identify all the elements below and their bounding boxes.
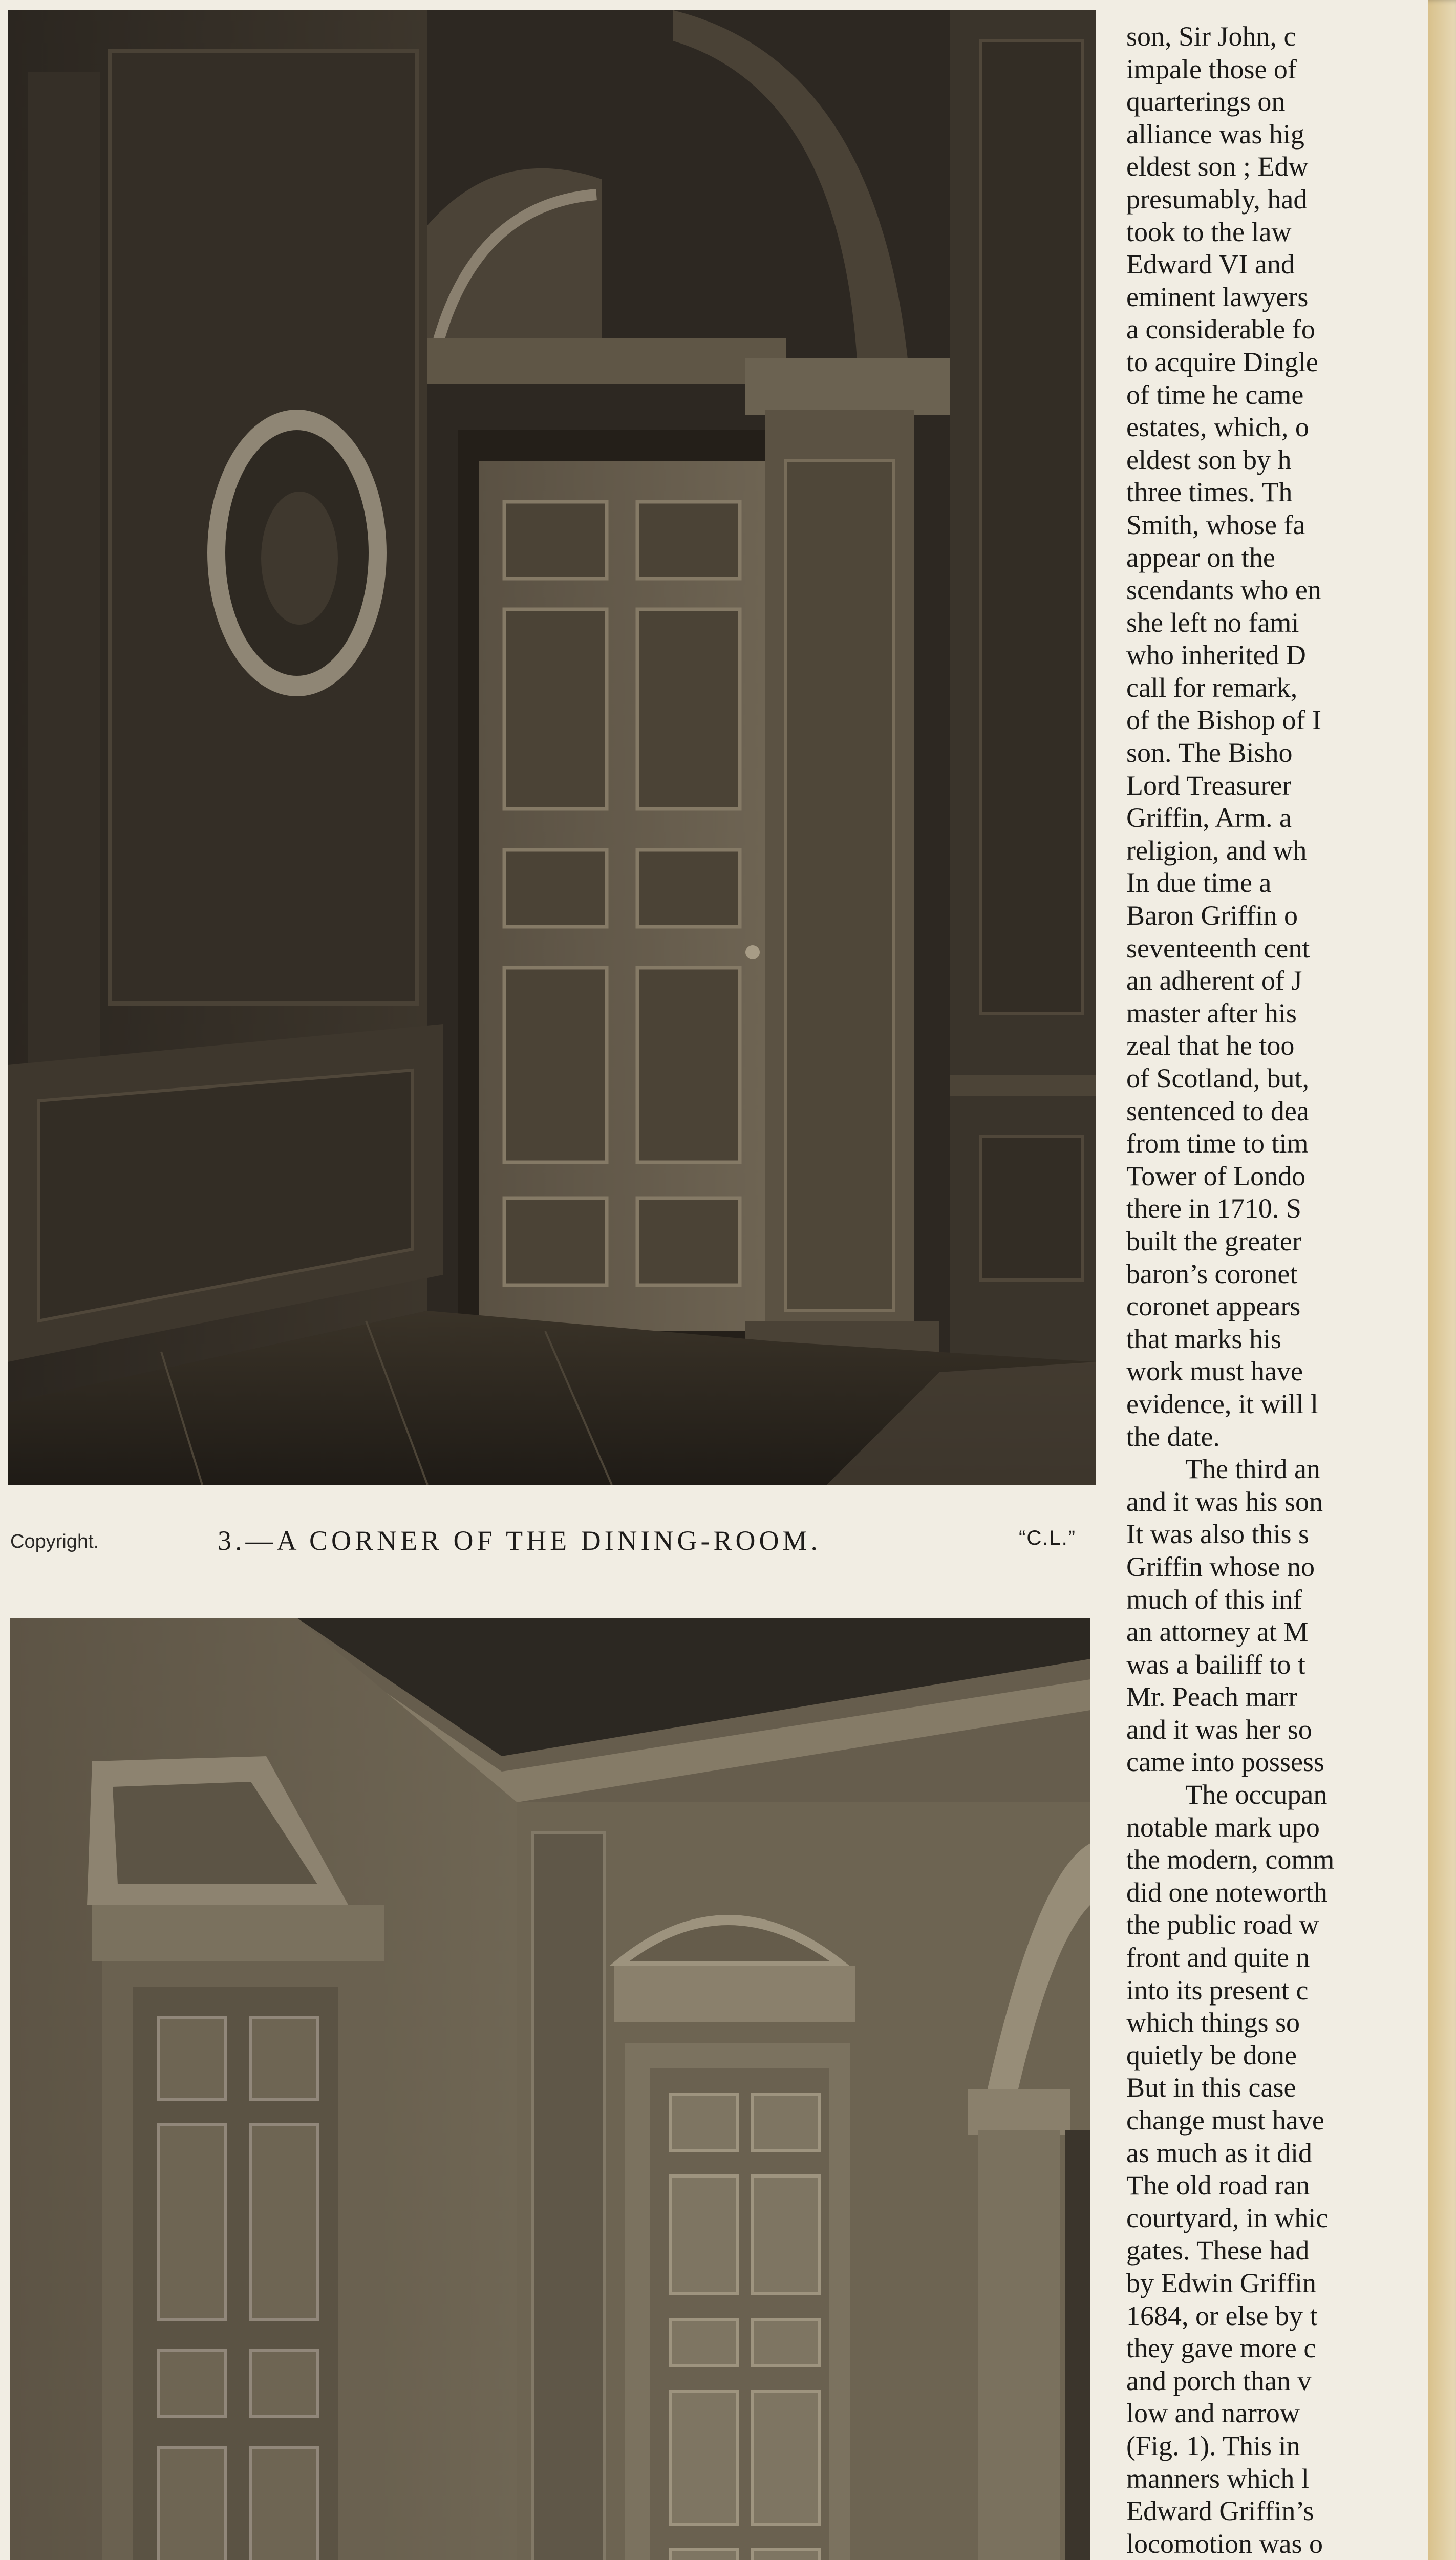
text-line: from time to tim [1126,1128,1309,1159]
text-line: of the Bishop of I [1126,705,1321,736]
text-line: manners which l [1126,2463,1309,2494]
text-line: notable mark upo [1126,1811,1320,1843]
text-line: (Fig. 1). This in [1126,2430,1300,2461]
text-line: of time he came [1126,379,1304,410]
text-line: In due time a [1126,867,1272,899]
paragraph-1 [1126,20,1428,1453]
text-line: change must have [1126,2105,1324,2136]
text-line: coronet appears [1126,1291,1301,1322]
text-line: did one noteworth [1126,1876,1327,1908]
text-line: into its present c [1126,1974,1309,2006]
text-line: The occupan [1185,1779,1327,1810]
text-line: and porch than v [1126,2365,1312,2396]
text-line: they gave more c [1126,2333,1316,2364]
article-text-column [1126,20,1428,2560]
copyright-label: Copyright. [10,1531,99,1552]
text-line: the date. [1126,1421,1220,1452]
text-line: quietly be done [1126,2039,1297,2071]
text-line: work must have [1126,1356,1303,1387]
text-line: and it was his son [1126,1486,1323,1517]
text-line: the modern, comm [1126,1844,1335,1875]
text-line: much of this inf [1126,1584,1302,1615]
text-line: she left no fami [1126,607,1299,638]
text-line: zeal that he too [1126,1030,1295,1061]
text-line: It was also this s [1126,1519,1309,1550]
text-line: Griffin, Arm. a [1126,802,1292,834]
text-line: who inherited D [1126,639,1306,671]
text-line: Edward Griffin’s [1126,2495,1314,2527]
text-line: a considerable fo [1126,314,1315,345]
text-line: Griffin whose no [1126,1551,1315,1582]
text-line: of Scotland, but, [1126,1063,1309,1094]
text-line: came into possess [1126,1746,1324,1778]
text-line: courtyard, in whic [1126,2202,1329,2233]
text-line: quarterings on [1126,86,1286,117]
text-line: three times. Th [1126,477,1293,508]
text-line: built the greater [1126,1225,1301,1256]
text-line: 1684, or else by t [1126,2300,1318,2331]
text-line: religion, and wh [1126,835,1307,866]
text-line: locomotion was o [1126,2528,1323,2559]
text-line: an adherent of J [1126,965,1302,996]
text-line: scendants who en [1126,574,1321,606]
text-line: the public road w [1126,1909,1319,1940]
great-hall-photo [10,1618,1090,2560]
text-line: which things so [1126,2007,1300,2038]
text-line: appear on the [1126,542,1275,573]
text-line: that marks his [1126,1323,1281,1354]
dining-room-photo [8,10,1096,1485]
dining-room-illustration [8,10,1096,1485]
text-line: Mr. Peach marr [1126,1681,1298,1713]
figure-caption: 3.—A CORNER OF THE DINING-ROOM. [218,1525,822,1556]
text-line: low and narrow [1126,2398,1300,2429]
text-line: alliance was hig [1126,118,1304,150]
text-line: call for remark, [1126,672,1298,703]
text-line: The third an [1185,1454,1320,1485]
text-line: eminent lawyers [1126,281,1309,312]
text-line: eldest son by h [1126,444,1292,475]
text-line: an attorney at M [1126,1616,1309,1648]
text-line: son, Sir John, c [1126,21,1296,52]
text-line: there in 1710. S [1126,1193,1301,1224]
text-line: But in this case [1126,2072,1296,2103]
text-line: estates, which, o [1126,412,1309,443]
text-line: was a bailiff to t [1126,1649,1305,1680]
text-line: front and quite n [1126,1942,1310,1973]
text-line: Lord Treasurer [1126,770,1292,801]
paragraph-3 [1126,1779,1428,2560]
text-line: Edward VI and [1126,249,1295,280]
text-line: baron’s coronet [1126,1258,1298,1289]
text-line: and it was her so [1126,1714,1312,1745]
text-line: as much as it did [1126,2137,1312,2168]
text-line: sentenced to dea [1126,1095,1309,1126]
text-line: son. The Bisho [1126,737,1293,769]
text-line: seventeenth cent [1126,932,1310,964]
photo-credit: “C.L.” [1019,1527,1076,1549]
text-line: to acquire Dingle [1126,346,1318,377]
text-line: eldest son ; Edw [1126,151,1309,182]
text-line: Baron Griffin o [1126,900,1298,931]
text-line: impale those of [1126,53,1297,84]
text-line: gates. These had [1126,2235,1310,2266]
text-line: took to the law [1126,216,1292,247]
paragraph-2 [1126,1453,1428,1779]
text-line: Tower of Londo [1126,1160,1306,1191]
text-line: The old road ran [1126,2170,1310,2201]
text-line: Smith, whose fa [1126,509,1305,540]
text-line: master after his [1126,997,1297,1029]
text-line: by Edwin Griffin [1126,2267,1316,2298]
text-line: presumably, had [1126,183,1308,215]
text-line: evidence, it will l [1126,1388,1318,1419]
figure-3-caption-row [0,1516,1116,1572]
great-hall-illustration [10,1618,1090,2560]
